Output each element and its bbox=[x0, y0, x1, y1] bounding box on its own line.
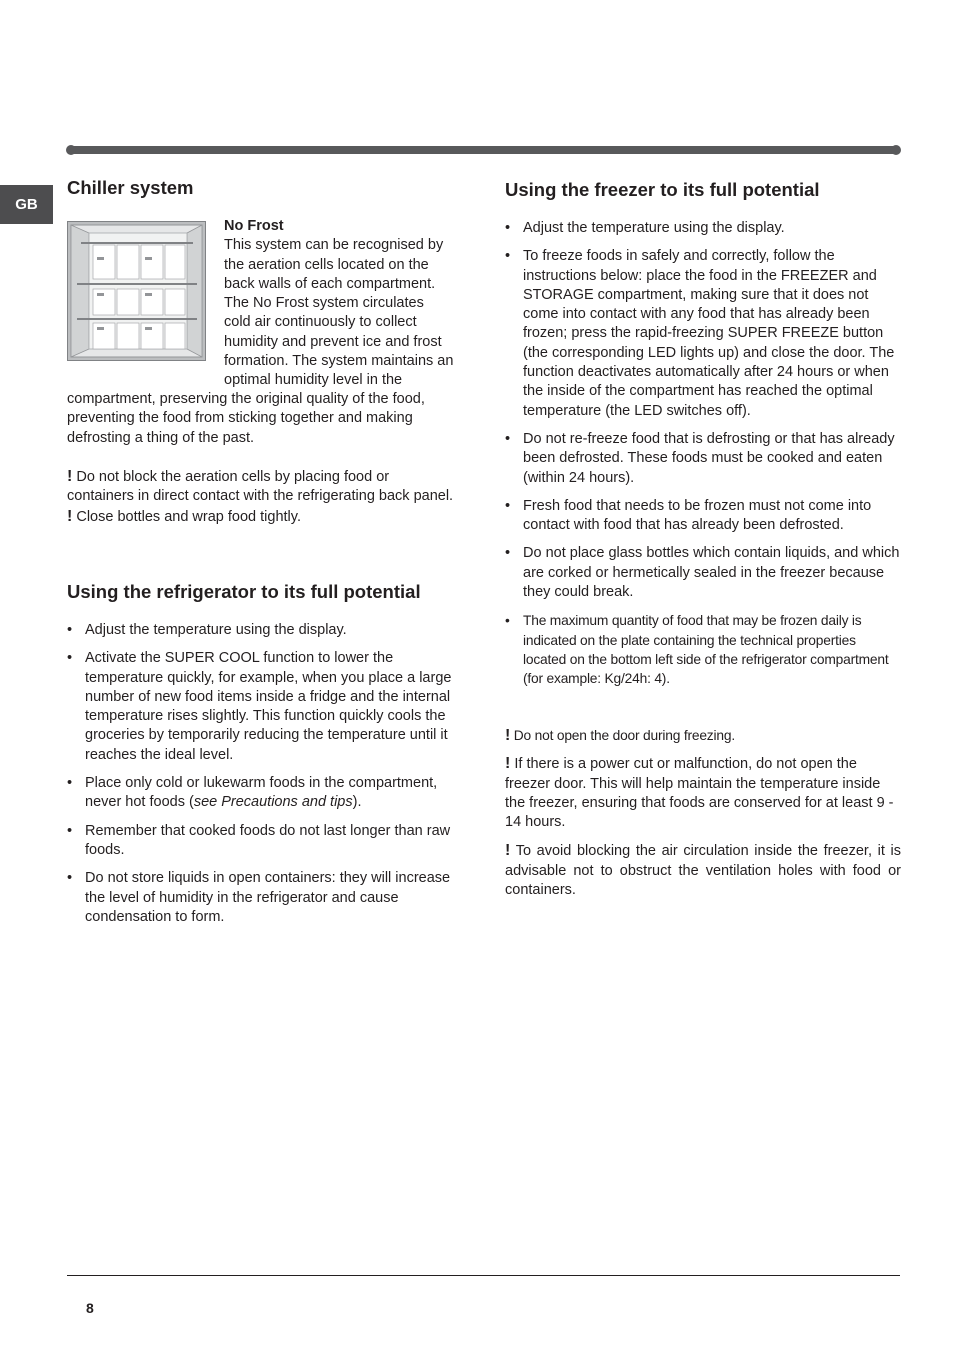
top-divider bbox=[67, 146, 900, 154]
note-text: If there is a power cut or malfunction, do not open the freezer door. This will help maintain the temperature inside the freezer, ensuring that foods are conserved for at least 9 - 14 hours. bbox=[505, 756, 894, 831]
list-item: • Remember that cooked foods do not last longer than raw foods. bbox=[67, 822, 460, 861]
fridge-shelves-illustration bbox=[67, 221, 206, 361]
page-number: 8 bbox=[86, 1300, 94, 1316]
nofrost-line: humidity and prevent ice and frost bbox=[224, 333, 442, 350]
warning-aeration bbox=[67, 467, 460, 507]
language-tab: GB bbox=[0, 185, 53, 224]
warning-mark: ! bbox=[505, 755, 511, 773]
bottom-divider bbox=[67, 1275, 900, 1276]
cross-reference: see Precautions and tips bbox=[193, 794, 353, 811]
fridge-heading: Using the refrigerator to its full potential bbox=[67, 581, 421, 602]
list-item: • To freeze foods in safely and correctly, follow the instructions below: place the food in the FREEZER and STORAGE compartment, making sure that it does not come into contact with any food that has already been frozen; press the rapid-freezing SUPER FREEZE button (the corresponding LED lights up) and close the door. The function deactivates automatically after 24 hours or when the inside of the compartment has reached the optimal temperature (the LED switches off). bbox=[505, 247, 901, 421]
chiller-warnings bbox=[67, 467, 460, 527]
list-item: • Activate the SUPER COOL function to lower the temperature quickly, for example, when you place a large number of new food items inside a fridge and the internal temperature rises slightly. This function quickly cools the groceries by temporarily reducing the temperature until it reaches the ideal level. bbox=[67, 649, 460, 765]
list-item: • Do not place glass bottles which contain liquids, and which are corked or hermetically sealed in the freezer because they could break. bbox=[505, 544, 901, 602]
note-door bbox=[505, 726, 901, 745]
list-item: • Adjust the temperature using the display. bbox=[505, 219, 901, 238]
note-air-circulation bbox=[505, 841, 901, 900]
warning-text: Close bottles and wrap food tightly. bbox=[76, 508, 301, 525]
nofrost-line: formation. The system maintains an bbox=[224, 353, 454, 370]
warning-mark: ! bbox=[505, 727, 511, 744]
note-text: To avoid blocking the air circulation inside the freezer, it is advisable not to obstruct the ventilation holes with food or containers. bbox=[505, 843, 901, 899]
warning-mark: ! bbox=[67, 507, 73, 525]
nofrost-line: optimal humidity level in the bbox=[224, 372, 403, 389]
nofrost-line: This system can be recognised by bbox=[224, 237, 444, 254]
freezer-heading: Using the freezer to its full potential bbox=[505, 179, 820, 200]
freezer-bullet-list bbox=[505, 219, 901, 698]
nofrost-line: back walls of each compartment. bbox=[224, 275, 436, 292]
note-power-cut bbox=[505, 754, 901, 832]
nofrost-paragraph bbox=[224, 217, 464, 391]
list-item: • Adjust the temperature using the display. bbox=[67, 621, 460, 640]
list-item-text: Place only cold or lukewarm foods in the compartment, never hot foods ( bbox=[85, 775, 438, 811]
nofrost-line: cold air continuously to collect bbox=[224, 314, 417, 331]
warning-bottles bbox=[67, 507, 460, 527]
warning-mark: ! bbox=[505, 842, 511, 860]
nofrost-title: No Frost bbox=[224, 218, 284, 234]
list-item: • The maximum quantity of food that may be frozen daily is indicated on the plate containing the technical properties located on the bottom left side of the refrigerator compartment (for example: Kg/24h: 4). bbox=[505, 611, 901, 688]
note-text: Do not open the door during freezing. bbox=[513, 728, 735, 743]
list-item-text-end: ). bbox=[352, 794, 362, 811]
chiller-heading: Chiller system bbox=[67, 177, 194, 198]
warning-mark: ! bbox=[67, 468, 73, 485]
nofrost-line: the aeration cells located on the bbox=[224, 256, 429, 273]
freezer-notes bbox=[505, 726, 901, 909]
warning-text: Do not block the aeration cells by placing food or containers in direct contact with the refrigerating back panel. bbox=[67, 469, 454, 505]
list-item: • Fresh food that needs to be frozen must not come into contact with food that has already been defrosted. bbox=[505, 497, 901, 536]
list-item: • Do not re-freeze food that is defrosting or that has already been defrosted. These foods must be cooked and eaten (within 24 hours). bbox=[505, 430, 901, 488]
nofrost-line: The No Frost system circulates bbox=[224, 295, 424, 312]
list-item: • Do not store liquids in open containers: they will increase the level of humidity in the refrigerator and cause condensation to form. bbox=[67, 869, 460, 927]
list-item bbox=[67, 774, 460, 813]
fridge-bullet-list bbox=[67, 621, 460, 936]
nofrost-continuation: compartment, preserving the original quality of the food, preventing the food from sticking together and making defrosting a thing of the past. bbox=[67, 391, 425, 446]
